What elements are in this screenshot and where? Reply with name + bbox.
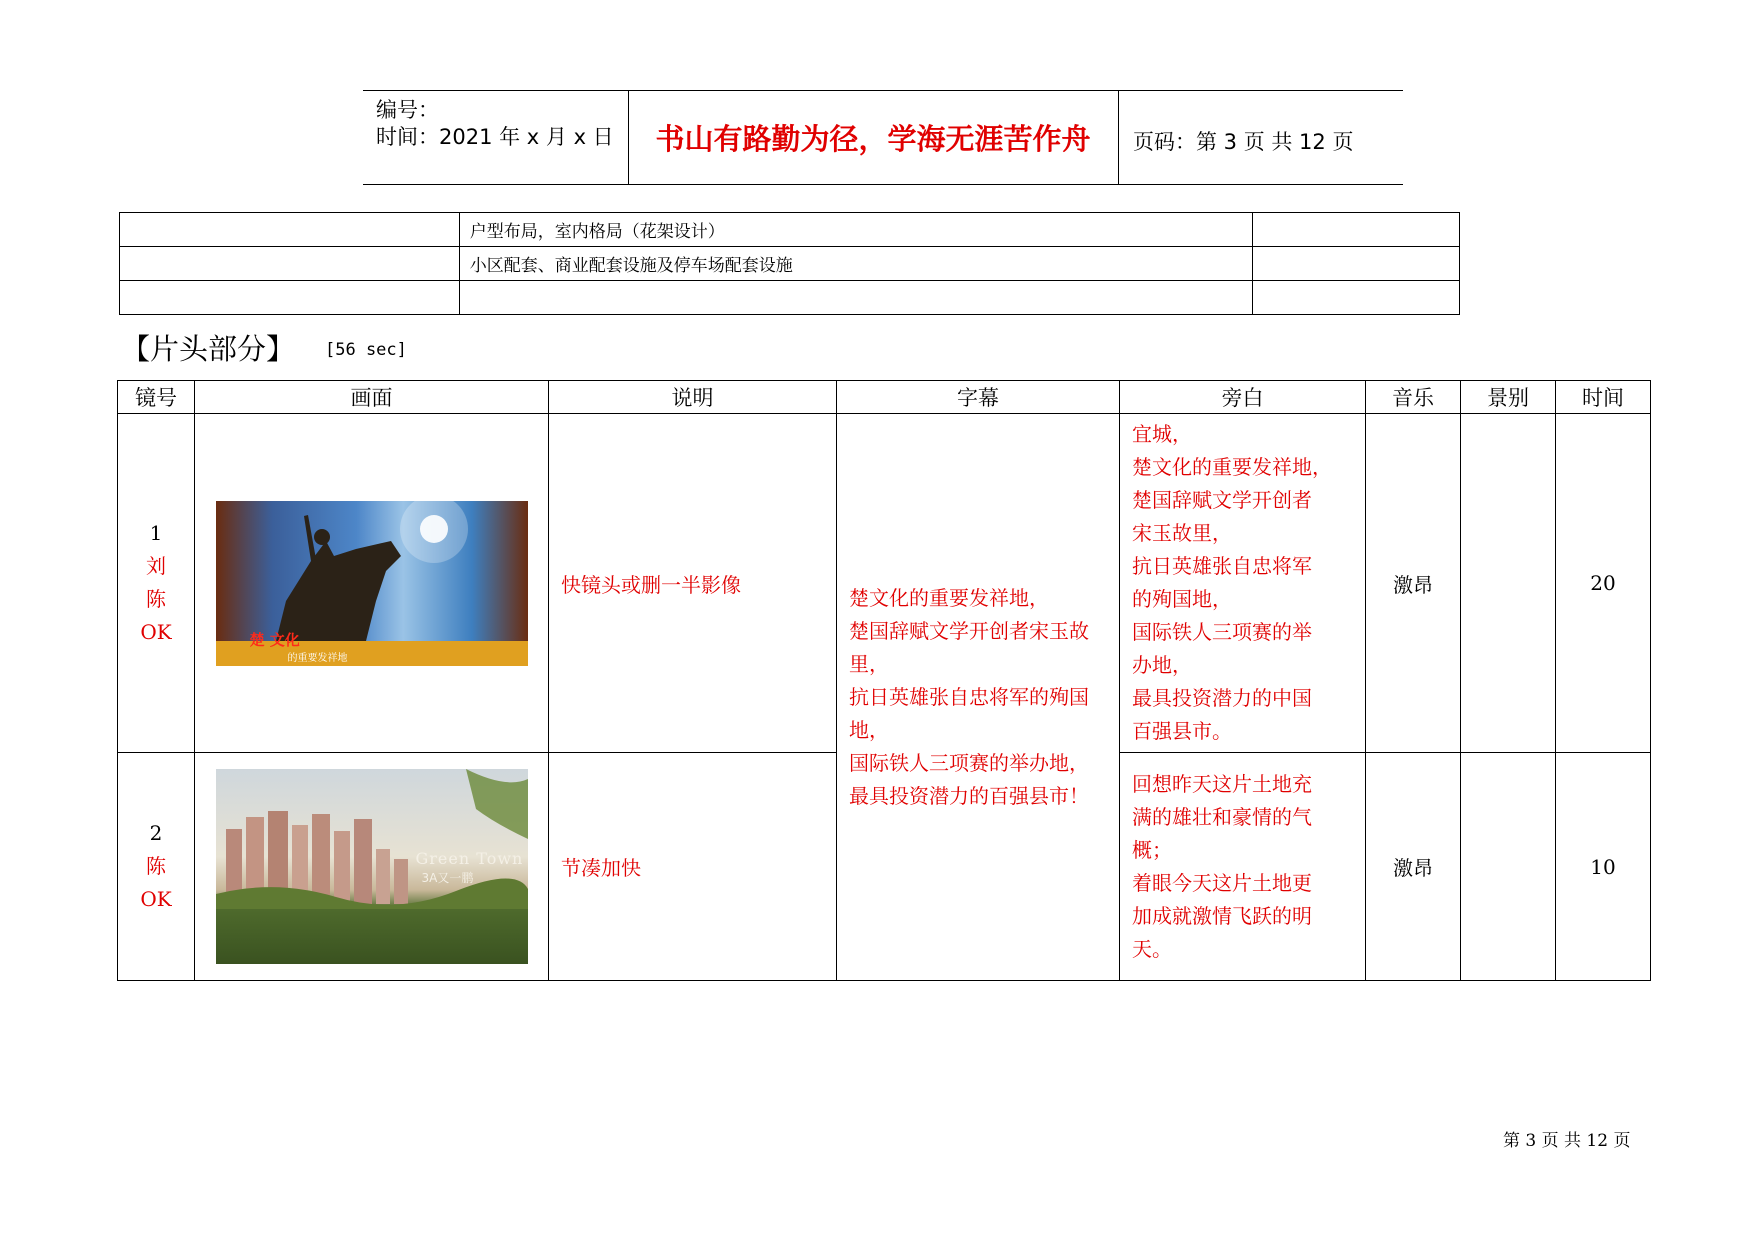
table-row	[120, 213, 1460, 247]
table-cell	[1253, 213, 1460, 247]
subtitle-line: 楚国辞赋文学开创者宋玉故里，	[849, 618, 1089, 676]
header-music: 音乐	[1366, 381, 1461, 414]
shot-ok: OK	[140, 620, 172, 644]
picture-brand: Green Town	[415, 849, 524, 868]
table-row	[120, 281, 1460, 315]
voice-cell	[1120, 414, 1366, 753]
shot-person: 刘	[146, 554, 166, 578]
shot-number: 2	[149, 821, 163, 845]
time-cell: 10	[1556, 753, 1651, 981]
table-row	[120, 247, 1460, 281]
time-label: 时间：2021 年 x 月 x 日	[376, 125, 614, 149]
subtitle-cell	[837, 414, 1120, 981]
picture-brand-sub: 3A又一鹏	[421, 871, 474, 885]
shot-ok: OK	[140, 887, 172, 911]
header-divider-right	[1118, 90, 1119, 185]
table-cell	[120, 281, 460, 315]
subtitle-line: 抗日英雄张自忠将军的殉国地，	[849, 684, 1089, 742]
time-cell: 20	[1556, 414, 1651, 753]
voice-line: 楚文化的重要发祥地，	[1132, 455, 1332, 479]
picture-caption-big: 楚 文化	[249, 630, 300, 649]
section-duration: [56 sec]	[325, 340, 407, 360]
header-scene: 景别	[1461, 381, 1556, 414]
note-cell: 快镜头或删一半影像	[549, 414, 837, 753]
picture-cell	[195, 414, 549, 753]
shot-person: 陈	[146, 587, 166, 611]
table-header-row	[118, 381, 1651, 414]
voice-line: 的殉国地，	[1132, 587, 1232, 611]
scene-cell	[1461, 753, 1556, 981]
voice-line: 抗日英雄张自忠将军	[1132, 554, 1312, 578]
scene-cell	[1461, 414, 1556, 753]
voice-line: 百强县市。	[1132, 719, 1232, 743]
table-cell: 户型布局，室内格局（花架设计）	[459, 213, 1252, 247]
voice-line: 楚国辞赋文学开创者	[1132, 488, 1312, 512]
note-cell: 节凑加快	[549, 753, 837, 981]
voice-line: 加成就激情飞跃的明	[1132, 903, 1312, 928]
footer-page-number: 第 3 页 共 12 页	[1503, 1131, 1631, 1151]
page-code: 页码：第 3 页 共 12 页	[1133, 130, 1354, 154]
table-cell	[120, 247, 460, 281]
voice-line: 回想昨天这片土地充	[1132, 771, 1312, 796]
subtitle-line: 国际铁人三项赛的举办地，	[849, 750, 1089, 775]
table-cell	[1253, 281, 1460, 315]
voice-line: 国际铁人三项赛的举	[1132, 620, 1312, 644]
section-title: 【片头部分】	[121, 332, 296, 366]
voice-line: 办地，	[1132, 653, 1192, 677]
voice-line: 满的雄壮和豪情的气	[1132, 804, 1312, 829]
shot-cell	[118, 414, 195, 753]
header-shot: 镜号	[118, 381, 195, 414]
table-cell	[459, 281, 1252, 315]
buildings-image	[216, 769, 528, 964]
serial-label: 编号：	[376, 98, 439, 122]
header-voice: 旁白	[1120, 381, 1366, 414]
voice-cell	[1120, 753, 1366, 981]
shot-person: 陈	[146, 854, 166, 878]
table-cell	[120, 213, 460, 247]
voice-line: 最具投资潜力的中国	[1132, 686, 1312, 710]
subtitle-line: 楚文化的重要发祥地，	[849, 585, 1049, 610]
table-cell: 小区配套、商业配套设施及停车场配套设施	[459, 247, 1252, 281]
picture-caption-small: 的重要发祥地	[287, 652, 348, 664]
header-note: 说明	[549, 381, 837, 414]
voice-line: 宋玉故里，	[1132, 521, 1232, 545]
voice-line: 宜城，	[1132, 422, 1192, 446]
table-cell	[1253, 247, 1460, 281]
table-row	[118, 414, 1651, 753]
voice-line: 着眼今天这片土地更	[1132, 870, 1312, 895]
shot-cell	[118, 753, 195, 981]
header-time: 时间	[1556, 381, 1651, 414]
subtitle-line: 最具投资潜力的百强县市！	[849, 783, 1089, 808]
feature-table	[119, 212, 1460, 315]
shot-number: 1	[149, 521, 163, 545]
header-subtitle: 字幕	[837, 381, 1120, 414]
storyboard-table	[117, 380, 1651, 981]
music-cell: 激昂	[1366, 753, 1461, 981]
statue-image	[216, 501, 528, 666]
music-cell: 激昂	[1366, 414, 1461, 753]
header-picture: 画面	[195, 381, 549, 414]
motto: 书山有路勤为径，学海无涯苦作舟	[655, 122, 1091, 156]
picture-cell	[195, 753, 549, 981]
voice-line: 概；	[1132, 837, 1172, 862]
voice-line: 天。	[1132, 936, 1172, 961]
